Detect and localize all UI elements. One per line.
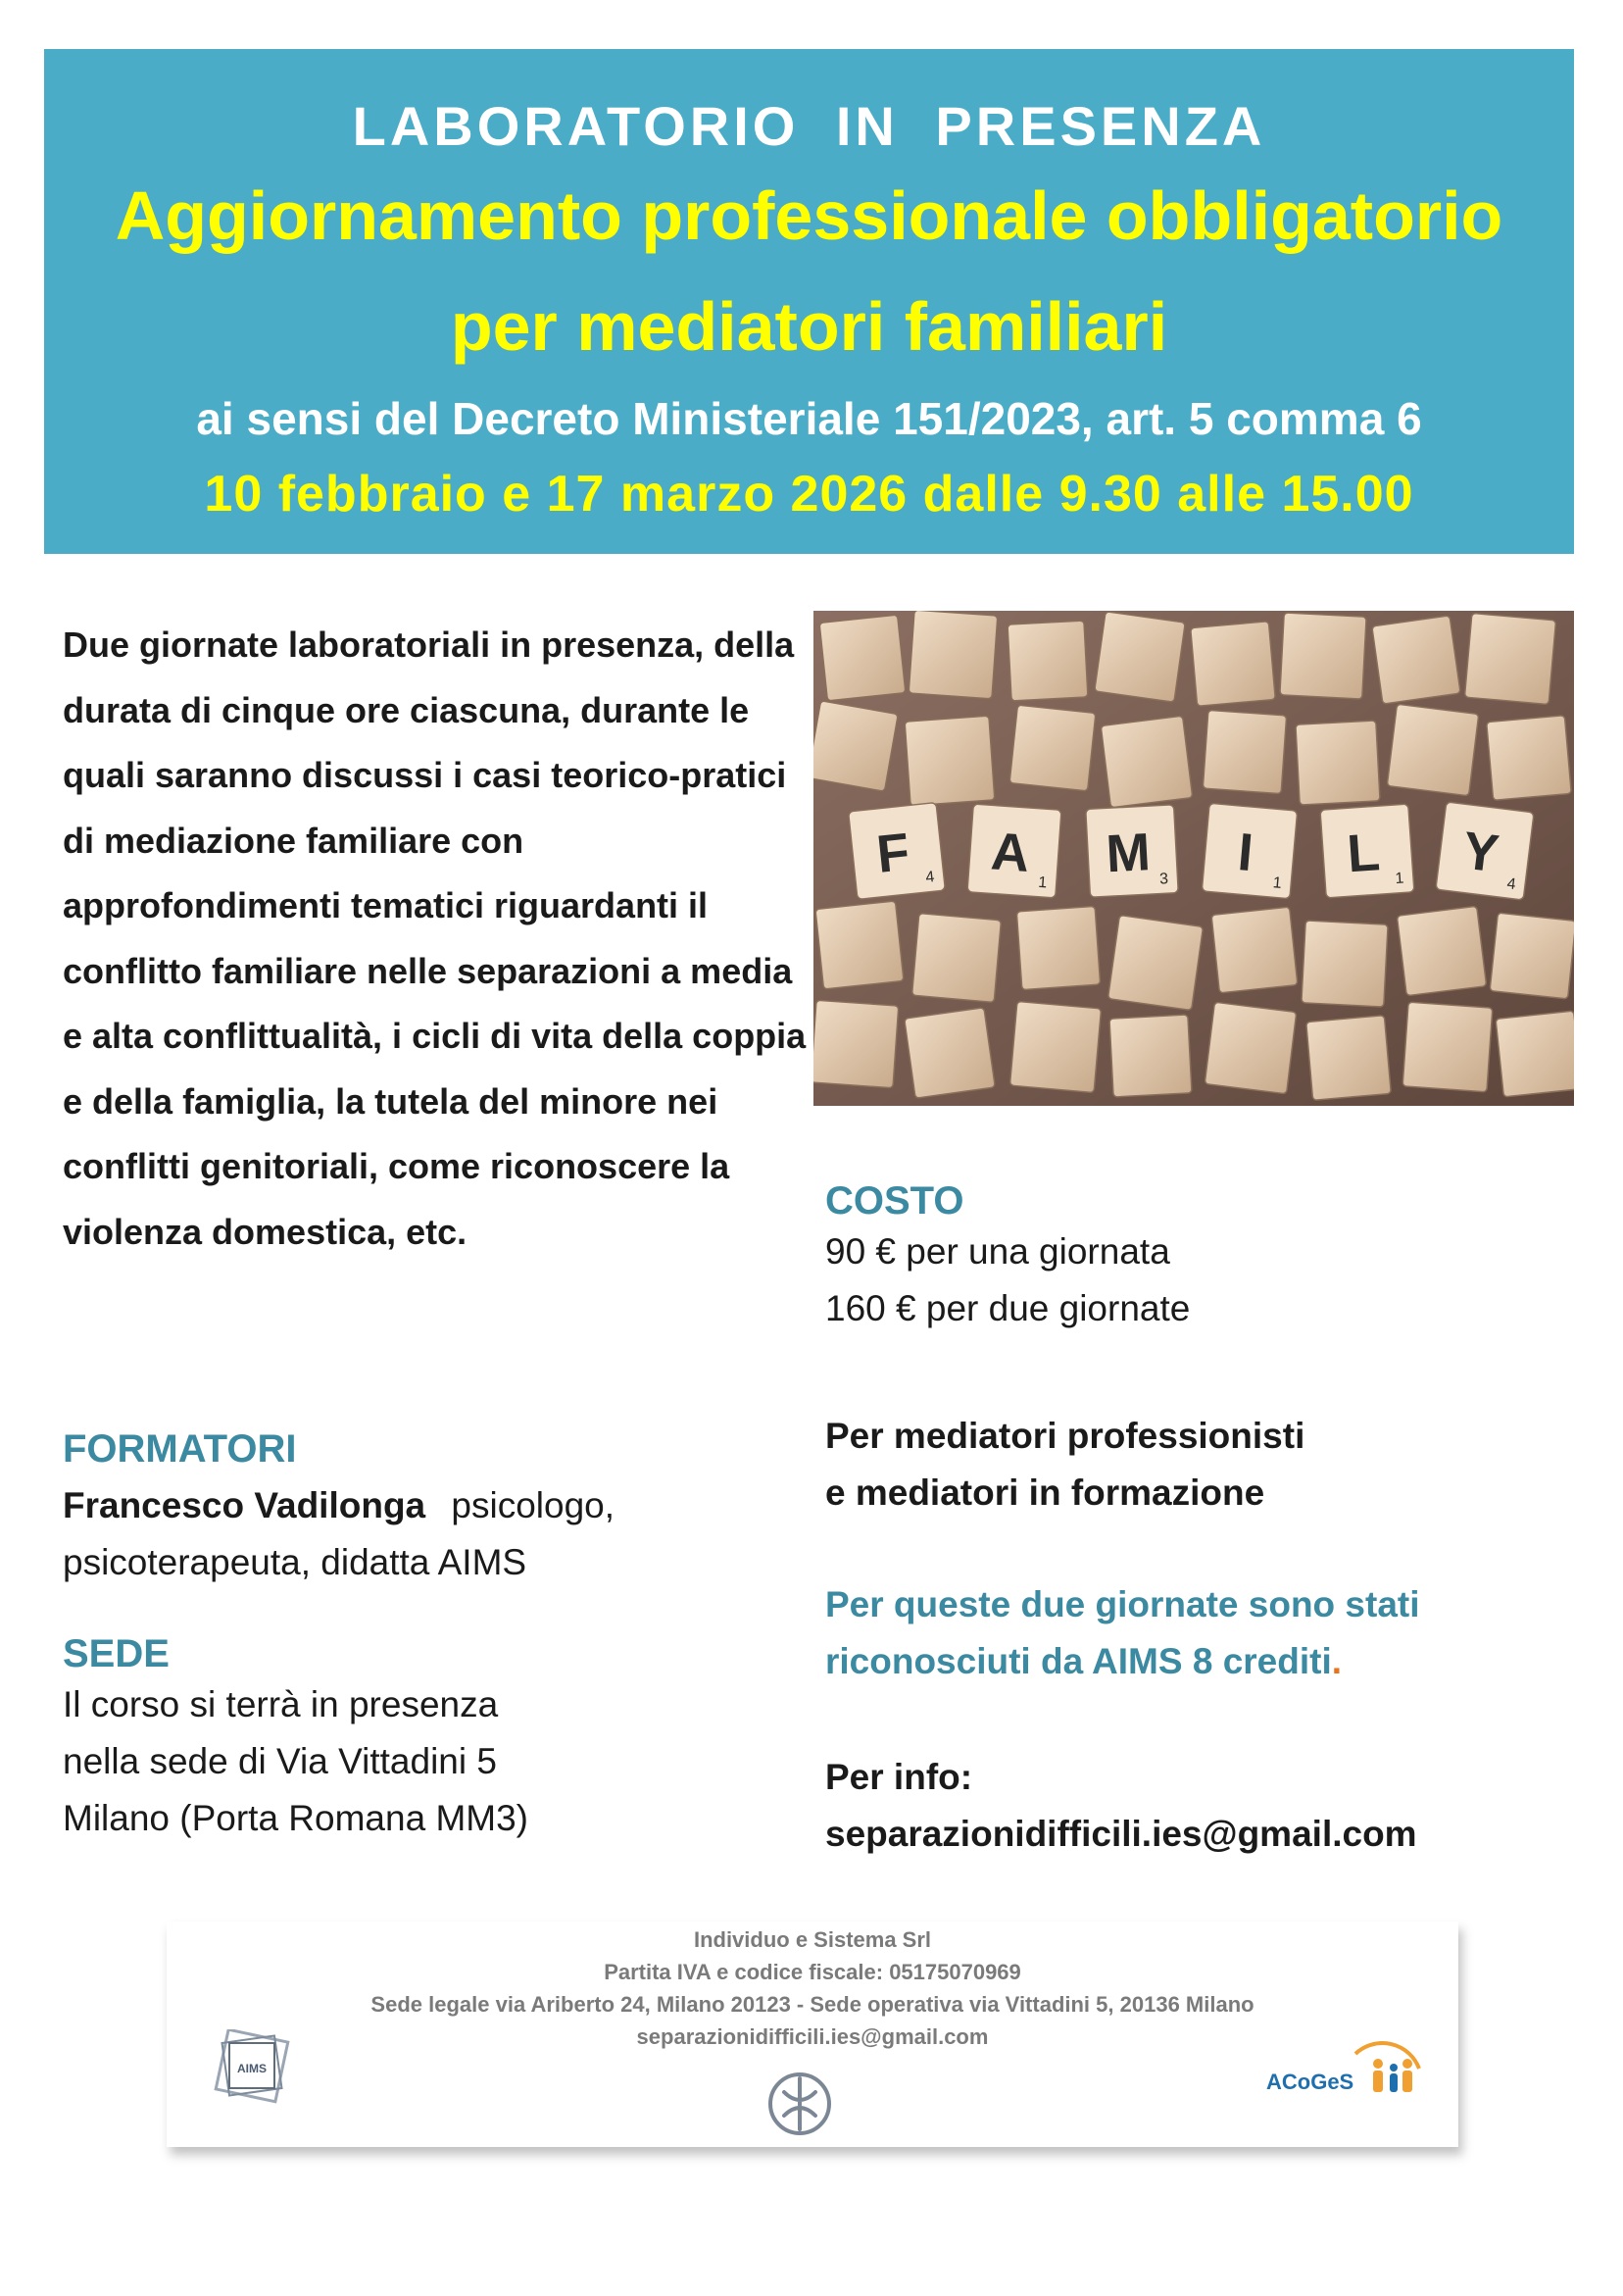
wood-tile [1487, 716, 1572, 801]
wood-tile [905, 1008, 996, 1099]
letter-tile [967, 804, 1061, 898]
banner-title-line2: per mediatori familiari [450, 288, 1168, 365]
footer-company: Individuo e Sistema Srl [693, 1927, 932, 1952]
venue-heading: SEDE [63, 1632, 170, 1675]
wood-tile [1109, 1015, 1192, 1097]
wood-tile [1008, 621, 1088, 701]
banner-title-line1: Aggiornamento professionale obbligatorio [115, 177, 1503, 254]
venue-line2: nella sede di Via Vittadini 5 [63, 1741, 497, 1781]
trainer-role: psicologo, [451, 1485, 615, 1525]
tile-letter: F [873, 822, 912, 884]
cost-line1: 90 € per una giornata [825, 1231, 1170, 1272]
banner-dates: 10 febbraio e 17 marzo 2026 dalle 9.30 alle 15.00 [204, 466, 1414, 523]
wood-tile [909, 611, 998, 699]
family-tiles-illustration [813, 611, 1574, 1106]
wood-tile [1203, 710, 1286, 793]
credits-line2: riconosciuti da AIMS 8 crediti [825, 1641, 1332, 1681]
wood-tile [1306, 1016, 1392, 1101]
tile-score: 3 [1158, 871, 1169, 888]
letter-tile [1320, 804, 1414, 898]
info-email[interactable]: separazionidifficili.ies@gmail.com [825, 1814, 1417, 1854]
trainers-heading: FORMATORI [63, 1427, 297, 1471]
wood-tile [813, 701, 898, 792]
aims-logo-text: AIMS [237, 2062, 267, 2075]
credits-line1: Per queste due giornate sono stati [825, 1584, 1420, 1624]
tile-score: 1 [1272, 874, 1283, 892]
wood-tile [1464, 613, 1555, 704]
acoges-logo-icon [1262, 2034, 1429, 2113]
footer-email[interactable]: separazionidifficili.ies@gmail.com [636, 2024, 989, 2049]
wood-tile [1280, 613, 1366, 699]
wood-tile [1009, 705, 1096, 791]
wood-tile [1490, 913, 1574, 999]
wood-tile [905, 716, 995, 806]
wood-tile [1095, 612, 1186, 703]
credits-section [825, 1576, 1550, 1690]
info-label: Per info: [825, 1757, 973, 1797]
tile-score: 1 [1037, 873, 1048, 892]
wood-tile [813, 1000, 899, 1088]
audience-section [825, 1408, 1550, 1522]
wood-tile [1387, 704, 1479, 796]
credits-dot: . [1331, 1641, 1343, 1681]
tile-letter: L [1345, 823, 1382, 884]
tile-letter: I [1235, 823, 1255, 883]
footer-addresses: Sede legale via Ariberto 24, Milano 20123 - Sede operativa via Vittadini 5, 20136 Milano [370, 1992, 1254, 2017]
trainers-section [63, 1427, 808, 1591]
wood-tile [1397, 906, 1486, 995]
credits-line2-wrap [825, 1633, 1550, 1690]
letter-tile [849, 803, 946, 900]
letter-tile [1436, 802, 1534, 900]
info-section [825, 1749, 1550, 1863]
trainer-role2: psicoterapeuta, didatta AIMS [63, 1542, 527, 1582]
cost-section [825, 1179, 1550, 1337]
venue-section [63, 1632, 808, 1847]
wood-tile [1205, 1002, 1297, 1094]
tile-score: 4 [1505, 875, 1517, 894]
family-tiles-photo [813, 611, 1574, 1106]
trainer-line1 [63, 1477, 808, 1534]
wood-tile [1302, 921, 1388, 1007]
tile-letter: M [1105, 823, 1153, 884]
course-description: Due giornate laboratoriali in presenza, della durata di cinque ore ciascuna, durante le quali saranno discussi i casi teorico-pratici di mediazione familiare con approfondimenti tematici riguardanti il conflitto familiare nelle separazioni a media e alta conflittualità, i cicli di vita della coppia e della famiglia, la tutela del minore nei conflitti genitoriali, come riconoscere la violenza domestica, etc. [63, 624, 807, 1252]
header-banner [44, 49, 1574, 554]
wood-tile [1296, 721, 1380, 805]
venue-line3: Milano (Porta Romana MM3) [63, 1798, 528, 1838]
cost-line2: 160 € per due giornate [825, 1288, 1191, 1328]
wood-tile [819, 615, 906, 701]
trainer-name: Francesco Vadilonga [63, 1485, 426, 1525]
aims-logo-icon [196, 2029, 309, 2108]
wood-tile [1191, 622, 1276, 707]
tile-letter: A [989, 822, 1032, 884]
venue-line1: Il corso si terrà in presenza [63, 1684, 499, 1724]
letter-tile [1202, 803, 1298, 899]
banner-law-reference: ai sensi del Decreto Ministeriale 151/2023, art. 5 comma 6 [196, 393, 1422, 444]
wood-tile [1402, 1002, 1493, 1092]
wood-tile [1496, 1011, 1574, 1097]
tile-letter: Y [1459, 821, 1502, 884]
letter-tile [1086, 805, 1179, 898]
audience-line2: e mediatori in formazione [825, 1472, 1265, 1513]
wood-tile [1211, 907, 1298, 993]
wood-tile [1101, 716, 1193, 808]
wood-tile [1009, 1001, 1101, 1092]
wood-tile [1107, 915, 1203, 1010]
tile-score: 1 [1395, 870, 1405, 888]
emblem-logo-icon [764, 2069, 835, 2139]
wood-tile [815, 901, 904, 989]
banner-kicker: LABORATORIO IN PRESENZA [352, 95, 1266, 157]
tile-score: 4 [924, 869, 936, 887]
wood-tile [1016, 906, 1100, 989]
wood-tile [911, 913, 1001, 1002]
footer-vat: Partita IVA e codice fiscale: 05175070969 [604, 1960, 1021, 1984]
audience-line1: Per mediatori professionisti [825, 1416, 1305, 1456]
acoges-logo-text: ACoGeS [1266, 2070, 1354, 2094]
cost-heading: COSTO [825, 1179, 964, 1223]
wood-tile [1372, 616, 1460, 704]
footer-card [167, 1922, 1458, 2147]
